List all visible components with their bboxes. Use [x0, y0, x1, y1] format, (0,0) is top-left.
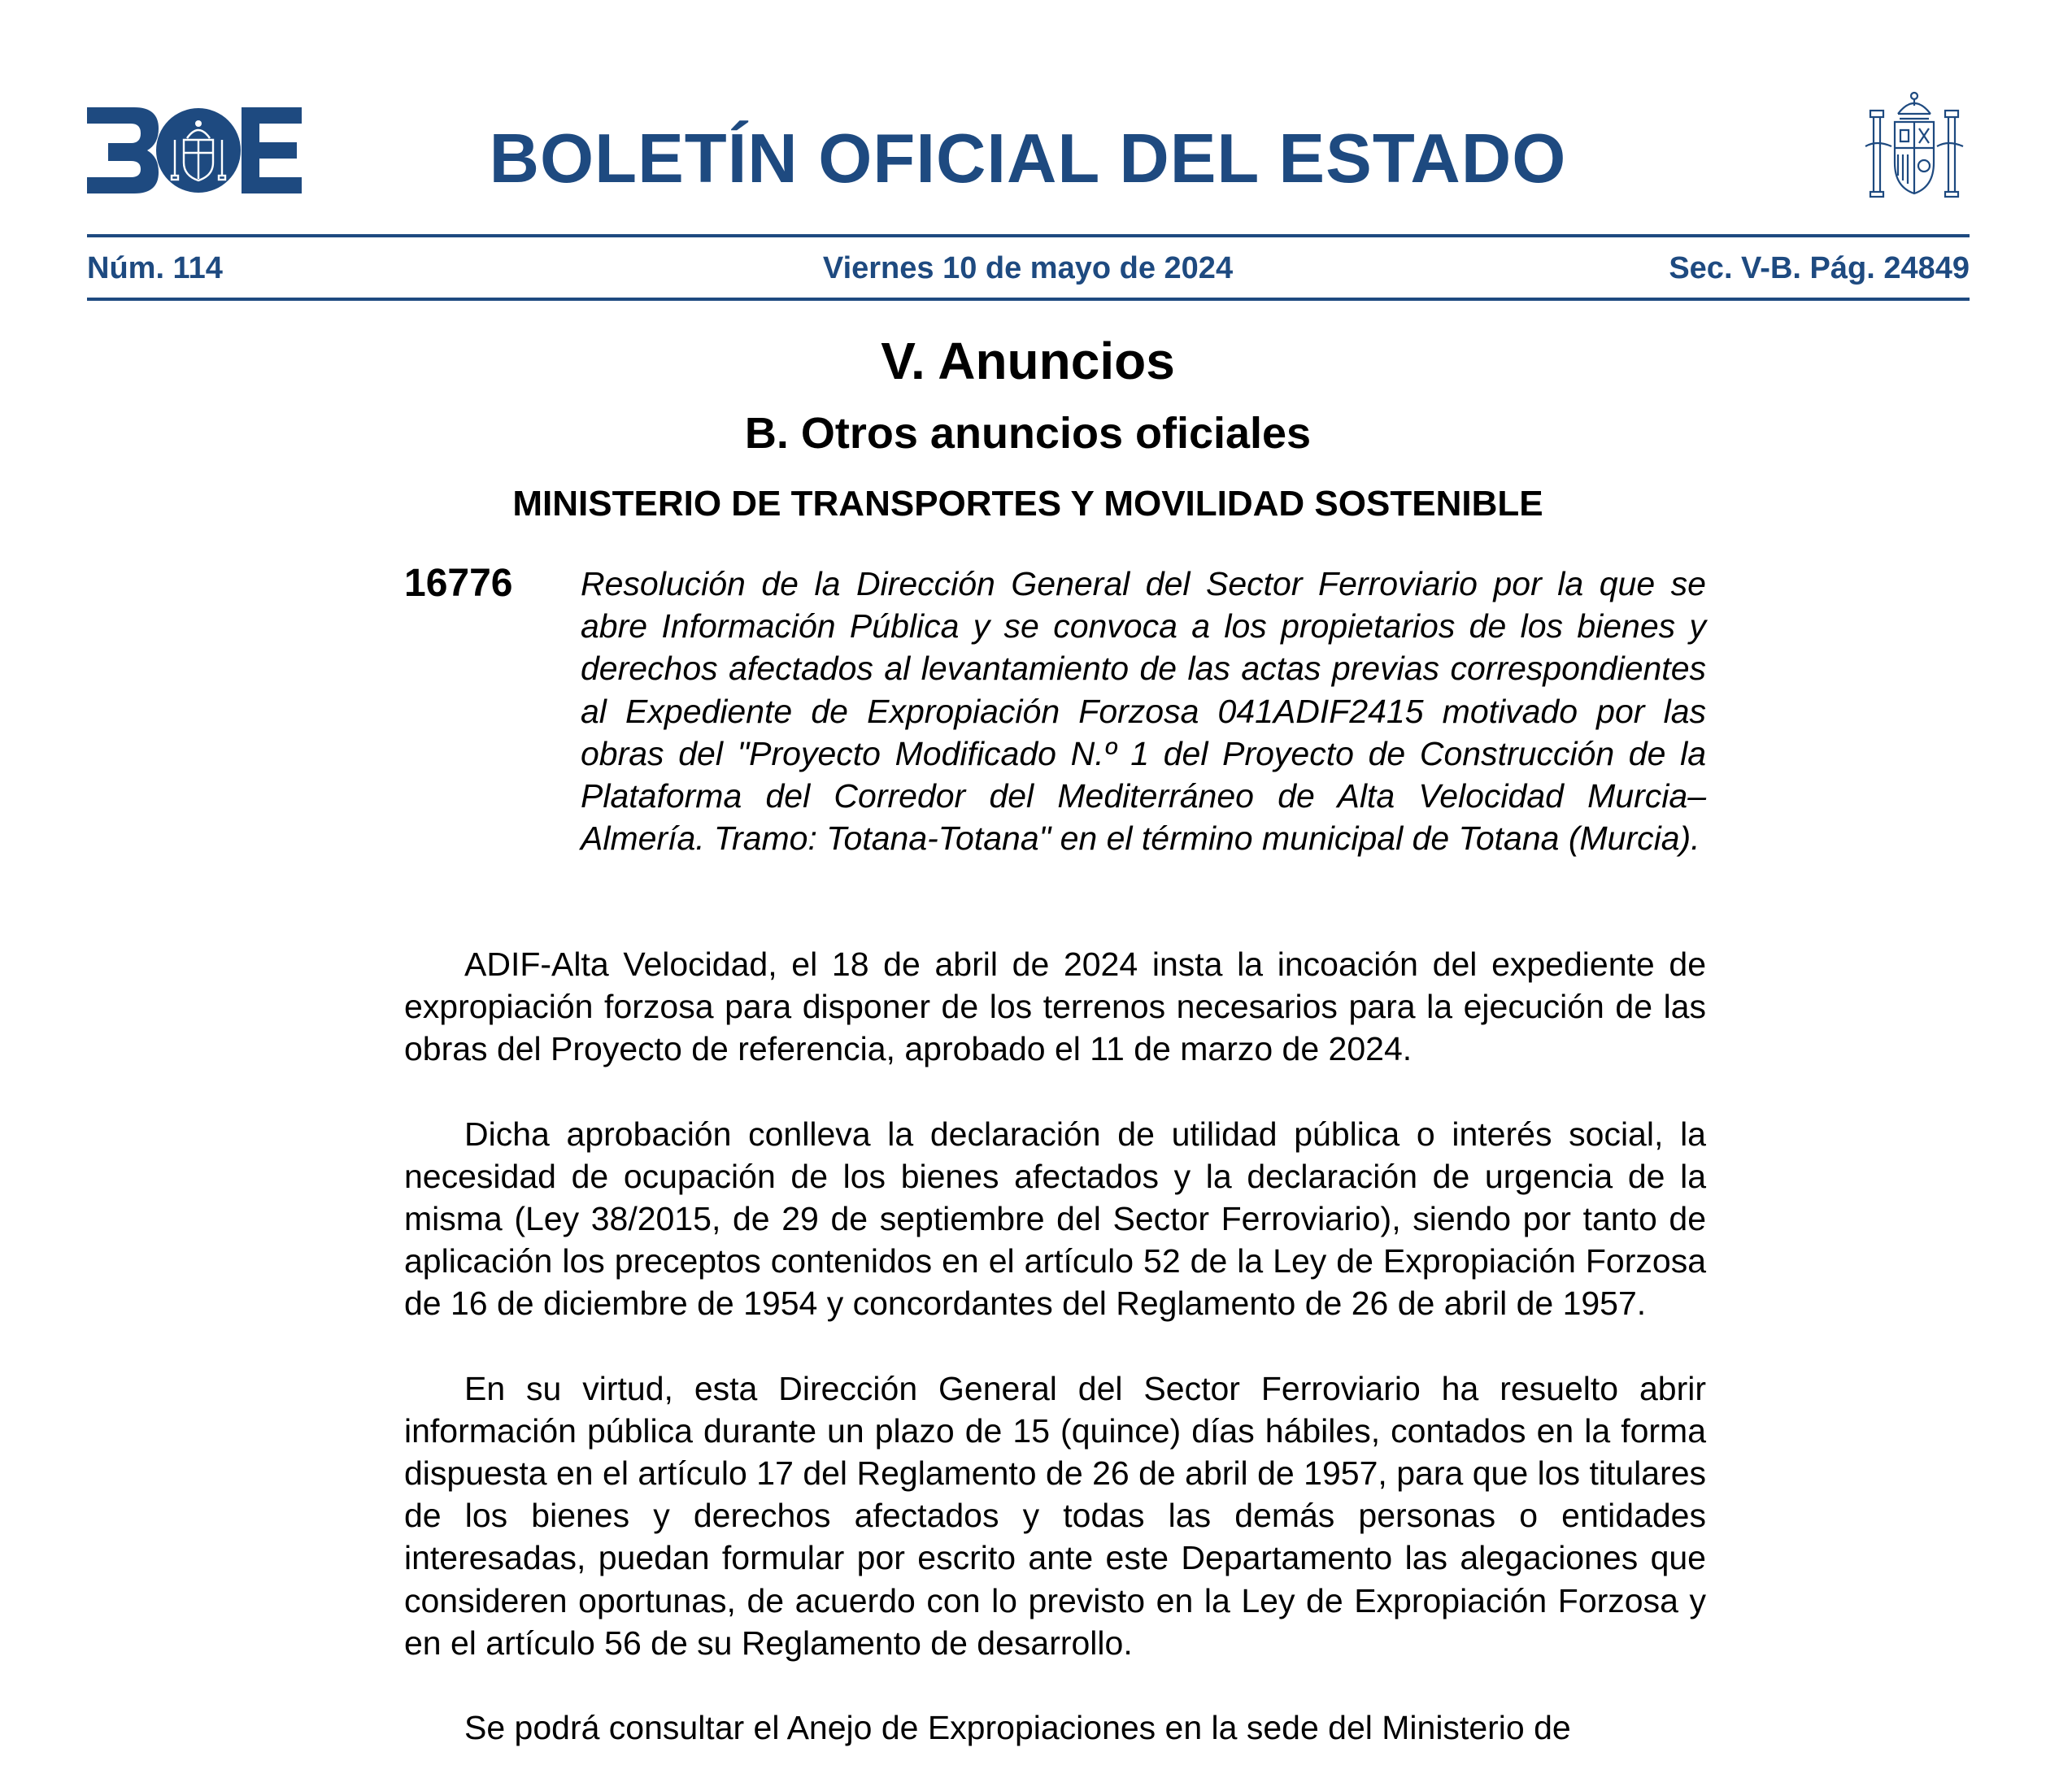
section-title: V. Anuncios [881, 332, 1175, 390]
ministry-heading: MINISTERIO DE TRANSPORTES Y MOVILIDAD SOSTENIBLE [512, 484, 1543, 524]
body-paragraph: ADIF-Alta Velocidad, el 18 de abril de 2024 insta la incoación del expediente de expropiación forzosa para disponer de los terrenos necesarios para la ejecución de las obras del Proyecto de referencia, aprobado el 11 de marzo de 2024. [404, 945, 1706, 1068]
section-subtitle: B. Otros anuncios oficiales [744, 409, 1312, 458]
body-paragraph: Dicha aprobación conlleva la declaración de utilidad pública o interés social, la necesidad de ocupación de los bienes afectados y la declaración de urgencia de la misma (Ley 38/2015, de 29 de septiembre del Sector Ferroviario), siendo por tanto de aplicación los preceptos contenidos en el artículo 52 de la Ley de Expropiación Forzosa de 16 de diciembre de 1954 y concordantes del Reglamento de 26 de abril de 1957. [404, 1115, 1706, 1323]
body-text [404, 943, 1706, 1791]
header-rule-top [87, 234, 1970, 237]
issue-number: Núm. 114 [87, 251, 223, 285]
section-page: Sec. V-B. Pág. 24849 [1669, 251, 1970, 285]
coat-of-arms-icon [1862, 89, 1966, 198]
entry-number: 16776 [404, 562, 513, 605]
header-rule-bottom [87, 298, 1970, 301]
masthead-title: BOLETÍN OFICIAL DEL ESTADO [489, 120, 1567, 198]
entry-title: Resolución de la Dirección General del Sector Ferroviario por la que se abre Información Pública y se convoca a los propietarios de los bienes y derechos afectados al levantamiento de las actas previas correspondientes al Expediente de Expropiación Forzosa 041ADIF2415 motivado por las obras del "Proyecto Modificado N.º 1 del Proyecto de Construcción de la Plataforma del Corredor del Mediterráneo de Alta Velocidad Murcia–Almería. Tramo: Totana-Totana" en el término municipal de Totana (Murcia). [581, 565, 1706, 858]
boe-logo-icon [87, 107, 302, 193]
body-paragraph: En su virtud, esta Dirección General del Sector Ferroviario ha resuelto abrir información pública durante un plazo de 15 (quince) días hábiles, contados en la forma dispuesta en el artículo 17 del Reglamento de 26 de abril de 1957, para que los titulares de los bienes y derechos afectados y todas las demás personas o entidades interesadas, puedan formular por escrito ante este Departamento las alegaciones que consideren oportunas, de acuerdo con lo previsto en la Ley de Expropiación Forzosa y en el artículo 56 de su Reglamento de desarrollo. [404, 1369, 1706, 1662]
body-paragraph: Se podrá consultar el Anejo de Expropiaciones en la sede del Ministerio de [464, 1709, 1571, 1747]
issue-date: Viernes 10 de mayo de 2024 [822, 251, 1234, 285]
